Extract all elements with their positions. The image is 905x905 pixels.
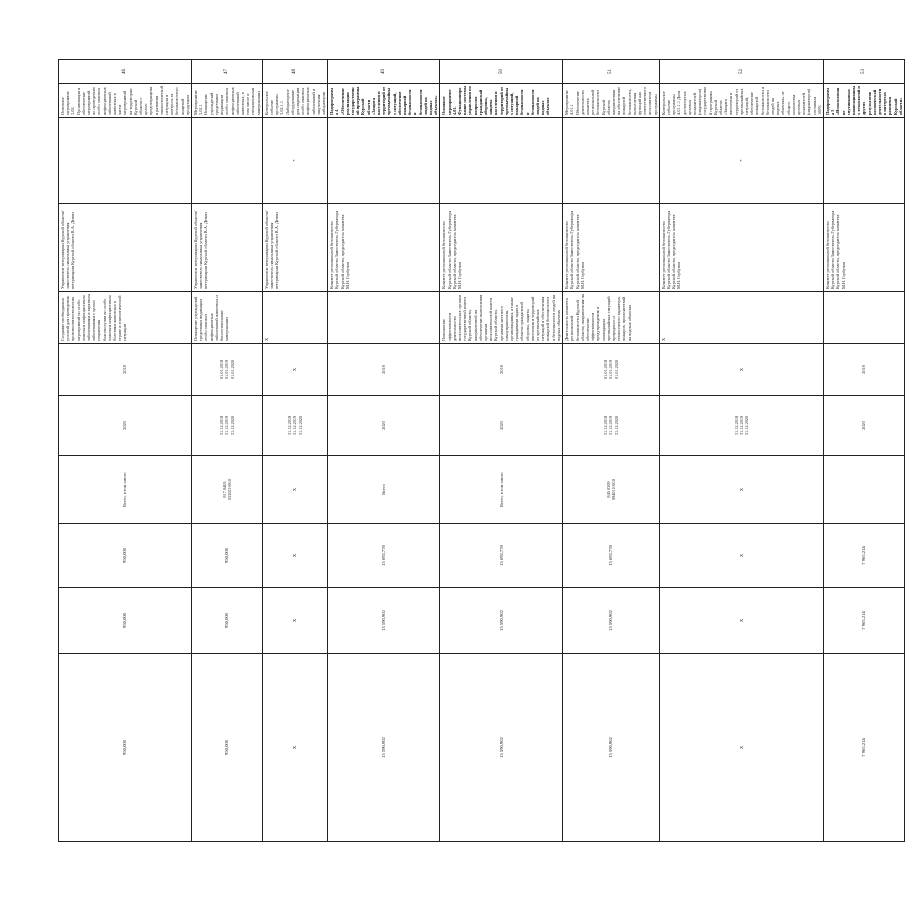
amount-2018-cell: 15 692,778 <box>328 524 440 588</box>
executor-cell: Комитет региональной безопасности Курской области Заместитель Губернатора Курской области, председатель комитета М.Н. Горбунов <box>659 204 823 292</box>
expected-result-cell: Повышение эффективности деятельности исполнительных органов государственной власти Курской области, направленной на обеспечение выполнения органами исполнительной власти Курской области, органами местного самоуправления, организациями, а также гражданами задач в области гражданской обороны, защиты населения и территорий от чрезвычайных ситуаций и обеспечения пожарной безопасности и безопасности людей на водных объектах <box>440 292 563 344</box>
table-row <box>659 60 823 842</box>
mark-cell <box>192 118 263 204</box>
budget-code-cell: Х <box>262 456 327 524</box>
expected-result-cell: Х <box>262 292 327 344</box>
table-row <box>262 60 327 842</box>
end-date-cell: 31.12.2018 31.12.2019 31.12.2020 <box>192 396 263 456</box>
rotated-table-wrapper <box>58 60 903 842</box>
row-number-cell: 48 <box>262 60 327 84</box>
amount-2019-cell: 15 590,902 <box>563 588 660 654</box>
amount-2020-cell: 950,000 <box>59 654 192 842</box>
table-row <box>59 60 192 842</box>
table-row <box>328 60 440 842</box>
end-date-cell: 2020 <box>824 396 905 456</box>
start-date-cell: Х <box>659 344 823 396</box>
plan-table <box>58 59 905 842</box>
start-date-cell: 2018 <box>824 344 905 396</box>
table-row <box>192 60 263 842</box>
end-date-cell: 2020 <box>440 396 563 456</box>
budget-code-cell: Х <box>659 456 823 524</box>
budget-code-cell <box>824 456 905 524</box>
end-date-cell: 31.12.2018 31.12.2019 31.12.2020 <box>659 396 823 456</box>
start-date-cell: 2018 <box>440 344 563 396</box>
start-date-cell: 2018 <box>328 344 440 396</box>
start-date-cell: Х <box>262 344 327 396</box>
start-date-cell: 2018 <box>59 344 192 396</box>
activity-name-cell: Подпрограмма 5 «Использование спутниковых навигационных технологий и других результатов космической деятельности в интересах развития Курской области» <box>824 84 905 118</box>
budget-code-cell: Всего <box>328 456 440 524</box>
mark-cell <box>440 118 563 204</box>
executor-cell: Управление ветеринарии Курской области/заместитель начальника управления ветеринарии Курской области В.А. Денин <box>262 204 327 292</box>
amount-2020-cell: Х <box>659 654 823 842</box>
activity-name-cell: Мероприятие 3.02.1 Оснащение учреждений средствами индикации особо опасных инфекционных заболеваний животных, в том числе и специальными материалами <box>192 84 263 118</box>
activity-name-cell: Контрольное событие программы 3.02.1.1 Лабораторное оборудование для индикации особо опасных инфекционных заболеваний и закупочная лаборатория <box>262 84 327 118</box>
expected-result-cell <box>824 292 905 344</box>
budget-code-cell: 817 0405 0330210010 <box>192 456 263 524</box>
budget-code-cell: Всего, в том числе: <box>59 456 192 524</box>
row-number-cell: 50 <box>440 60 563 84</box>
amount-2020-cell: 15 590,902 <box>440 654 563 842</box>
amount-2019-cell: 950,000 <box>192 588 263 654</box>
end-date-cell: 31.12.2018 31.12.2019 31.12.2020 <box>262 396 327 456</box>
amount-2020-cell: 15 590,902 <box>563 654 660 842</box>
activity-name-cell: Основное мероприятие 3.02. Организация и обеспечение мероприятий по проведению особо опасных инфекционных заболеваний животных в части мероприятий на территории Курской области с целью предотвращения развития эпизоотической ситуации и контроль за безопасностью пищевой продукции <box>59 84 192 118</box>
mark-cell <box>563 118 660 204</box>
mark-cell <box>59 118 192 204</box>
amount-2019-cell: 950,000 <box>59 588 192 654</box>
mark-cell: * <box>659 118 823 204</box>
table-row <box>563 60 660 842</box>
activity-name-cell: Контрольное событие программы 4.01.1.1 Доля достигнутых целевых показателей (индикаторов) государственной программы Курской области «Защита населения и территорий от чрезвычайных ситуаций, обеспечение пожарной безопасности и безопасности людей на водных объектах» от общего количества целевых показателей (индикаторов) составила 100% <box>659 84 823 118</box>
mark-cell: * <box>262 118 327 204</box>
amount-2019-cell: 15 590,902 <box>440 588 563 654</box>
table-row <box>440 60 563 842</box>
expected-result-cell: Оснащение учреждений средствами индикации особо опасных инфекционных заболеваний животных и биологическими материалами <box>192 292 263 344</box>
end-date-cell: 2020 <box>59 396 192 456</box>
budget-code-cell: Всего, в том числе: <box>440 456 563 524</box>
executor-cell: Управление ветеринарии Курской области/заместитель начальника управления ветеринарии Курской области В.А. Денин <box>59 204 192 292</box>
amount-2018-cell: 15 692,778 <box>440 524 563 588</box>
expected-result-cell: Деятельность комитета региональной безопасности Курской области, направленная на обеспечение эффективности предупреждения и ликвидации чрезвычайных ситуаций природного и техногенного характера, пожаров, происшествий на водных объектах <box>563 292 660 344</box>
executor-cell: Комитет региональной безопасности Курской области Заместитель Губернатора Курской области, председатель комитета М.Н. Горбунов <box>440 204 563 292</box>
expected-result-cell: Создание необходимых условий для проведения противоэпизоотических мероприятий по особо опасным инфекционным заболеваниям и заразным заболеваниям с целью сохранения благополучия по особо опасным инфекционным болезням животных в стране и эпизоотической ситуации <box>59 292 192 344</box>
executor-cell: Комитет региональной безопасности Курской области Заместитель Губернатора Курской области, председатель комитета М.Н. Горбунов <box>328 204 440 292</box>
row-number-cell: 52 <box>659 60 823 84</box>
end-date-cell: 31.12.2018 31.12.2019 31.12.2020 <box>563 396 660 456</box>
expected-result-cell: Х <box>659 292 823 344</box>
executor-cell: Комитет региональной безопасности Курской области Заместитель Губернатора Курской области, председатель комитета М.Н. Горбунов <box>824 204 905 292</box>
amount-2018-cell: 15 692,778 <box>563 524 660 588</box>
end-date-cell: 2020 <box>328 396 440 456</box>
expected-result-cell <box>328 292 440 344</box>
activity-name-cell: Мероприятие 4.01.1 Обеспечение деятельности комитета региональной безопасности Курской области, направленная на обеспечение пожарной безопасности, выполнения функций как ответственного исполнителя программы <box>563 84 660 118</box>
activity-name-cell: Основное мероприятие 4.01. Функционирование системы управления по вопросам гражданской обороны, защиты населения и территорий от чрезвычайных ситуаций, пожарной безопасности и безопасности людей на водных объектах <box>440 84 563 118</box>
amount-2019-cell: 7 965,214 <box>824 588 905 654</box>
row-number-cell: 51 <box>563 60 660 84</box>
amount-2019-cell: 15 590,902 <box>328 588 440 654</box>
row-number-cell: 49 <box>328 60 440 84</box>
executor-cell: Управление ветеринарии Курской области/заместитель начальника управления ветеринарии Курской области В.А. Денин <box>192 204 263 292</box>
amount-2018-cell: Х <box>262 524 327 588</box>
amount-2020-cell: 950,000 <box>192 654 263 842</box>
amount-2018-cell: 950,000 <box>59 524 192 588</box>
executor-cell: Комитет региональной безопасности Курской области Заместитель Губернатора Курской области, председатель комитета М.Н. Горбунов <box>563 204 660 292</box>
amount-2019-cell: Х <box>659 588 823 654</box>
row-number-cell: 53 <box>824 60 905 84</box>
row-number-cell: 47 <box>192 60 263 84</box>
start-date-cell: 01.01.2018 01.01.2019 01.01.2020 <box>563 344 660 396</box>
activity-name-cell: Подпрограмма 4 «Обеспечение реализации государственной программы Курской области «Защита населения и территорий от чрезвычайных ситуаций, обеспечение пожарной безопасности и безопасности людей на водных объектах» <box>328 84 440 118</box>
amount-2018-cell: 7 965,214 <box>824 524 905 588</box>
budget-code-cell: 845 0309 0940110010 <box>563 456 660 524</box>
amount-2019-cell: Х <box>262 588 327 654</box>
amount-2018-cell: Х <box>659 524 823 588</box>
mark-cell <box>824 118 905 204</box>
amount-2020-cell: 7 965,214 <box>824 654 905 842</box>
amount-2020-cell: 15 590,902 <box>328 654 440 842</box>
table-row <box>824 60 905 842</box>
mark-cell <box>328 118 440 204</box>
row-number-cell: 46 <box>59 60 192 84</box>
table-body <box>59 60 905 842</box>
amount-2018-cell: 950,000 <box>192 524 263 588</box>
amount-2020-cell: Х <box>262 654 327 842</box>
start-date-cell: 01.01.2018 01.01.2019 01.01.2020 <box>192 344 263 396</box>
